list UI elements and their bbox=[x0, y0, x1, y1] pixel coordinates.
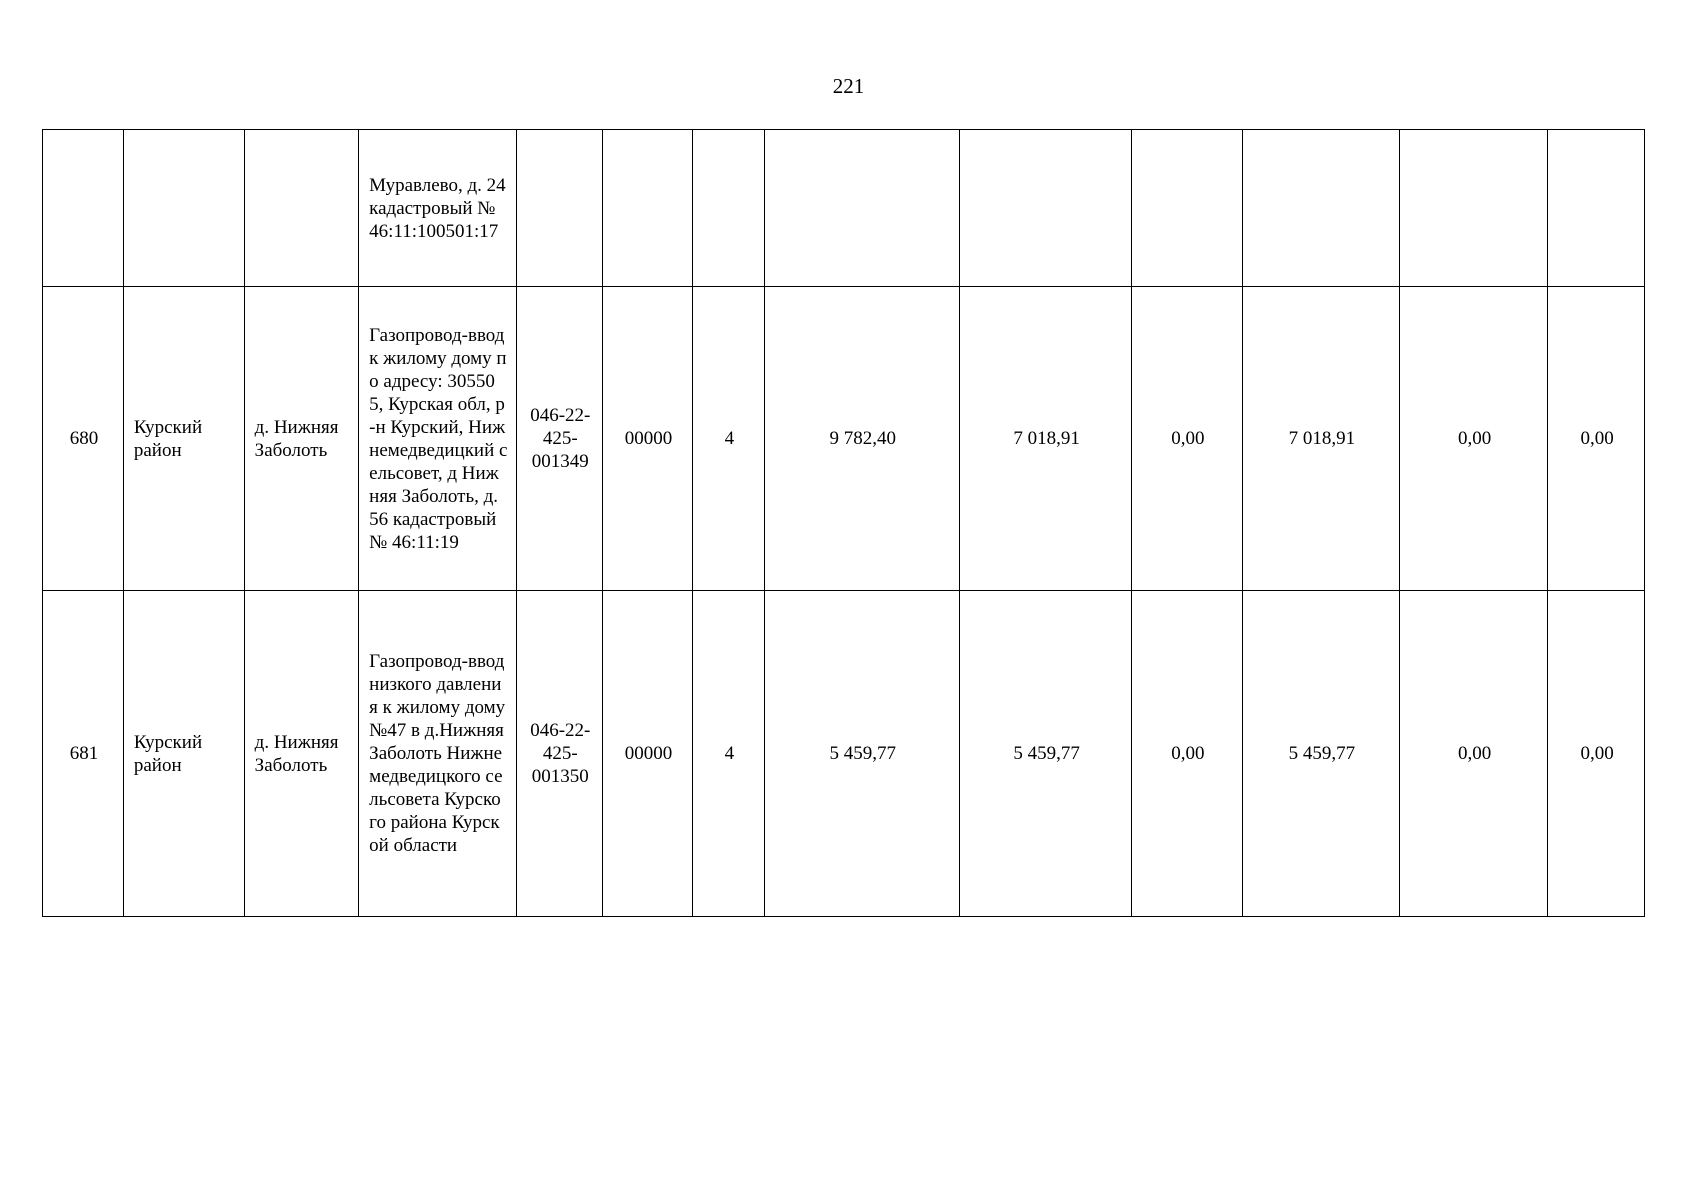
table-row bbox=[43, 130, 1645, 287]
value-cell-1: 5 459,77 bbox=[764, 591, 959, 917]
row-number-cell bbox=[43, 130, 124, 287]
district-cell bbox=[123, 130, 244, 287]
value-cell-1 bbox=[764, 130, 959, 287]
value-cell-6 bbox=[1548, 130, 1645, 287]
code-cell bbox=[602, 130, 692, 287]
value-cell-2: 7 018,91 bbox=[960, 287, 1132, 591]
value-cell-3: 0,00 bbox=[1132, 591, 1242, 917]
value-cell-3 bbox=[1132, 130, 1242, 287]
object-name-cell: Муравлево, д. 24 кадастровый № 46:11:100501:17 bbox=[359, 130, 517, 287]
code-cell: 00000 bbox=[602, 591, 692, 917]
value-cell-2: 5 459,77 bbox=[960, 591, 1132, 917]
value-cell-6: 0,00 bbox=[1548, 591, 1645, 917]
group-cell: 4 bbox=[693, 287, 764, 591]
settlement-cell: д. Нижняя Заболоть bbox=[244, 591, 359, 917]
district-cell: Курский район bbox=[123, 591, 244, 917]
value-cell-3: 0,00 bbox=[1132, 287, 1242, 591]
object-name-cell: Газопровод-ввод низкого давления к жилому дому №47 в д.Нижняя Заболоть Нижнемедведицкого сельсовета Курского района Курской области bbox=[359, 591, 517, 917]
inventory-code-cell: 046-22-425-001350 bbox=[516, 591, 602, 917]
inventory-code-cell bbox=[516, 130, 602, 287]
settlement-cell: д. Нижняя Заболоть bbox=[244, 287, 359, 591]
row-number-cell: 681 bbox=[43, 591, 124, 917]
value-cell-2 bbox=[960, 130, 1132, 287]
settlement-cell bbox=[244, 130, 359, 287]
row-number-cell: 680 bbox=[43, 287, 124, 591]
value-cell-6: 0,00 bbox=[1548, 287, 1645, 591]
value-cell-4: 7 018,91 bbox=[1242, 287, 1400, 591]
group-cell bbox=[693, 130, 764, 287]
value-cell-4 bbox=[1242, 130, 1400, 287]
district-cell: Курский район bbox=[123, 287, 244, 591]
value-cell-5: 0,00 bbox=[1400, 591, 1548, 917]
value-cell-5: 0,00 bbox=[1400, 287, 1548, 591]
value-cell-4: 5 459,77 bbox=[1242, 591, 1400, 917]
value-cell-5 bbox=[1400, 130, 1548, 287]
property-registry-table bbox=[42, 129, 1645, 917]
table-row bbox=[43, 591, 1645, 917]
page-number: 221 bbox=[832, 74, 865, 98]
value-cell-1: 9 782,40 bbox=[764, 287, 959, 591]
object-name-cell: Газопровод-ввод к жилому дому по адресу: 305505, Курская обл, р-н Курский, Нижнемедведицкий сельсовет, д Нижняя Заболоть, д. 56 кадастровый № 46:11:19 bbox=[359, 287, 517, 591]
group-cell: 4 bbox=[693, 591, 764, 917]
inventory-code-cell: 046-22-425-001349 bbox=[516, 287, 602, 591]
table-row bbox=[43, 287, 1645, 591]
code-cell: 00000 bbox=[602, 287, 692, 591]
